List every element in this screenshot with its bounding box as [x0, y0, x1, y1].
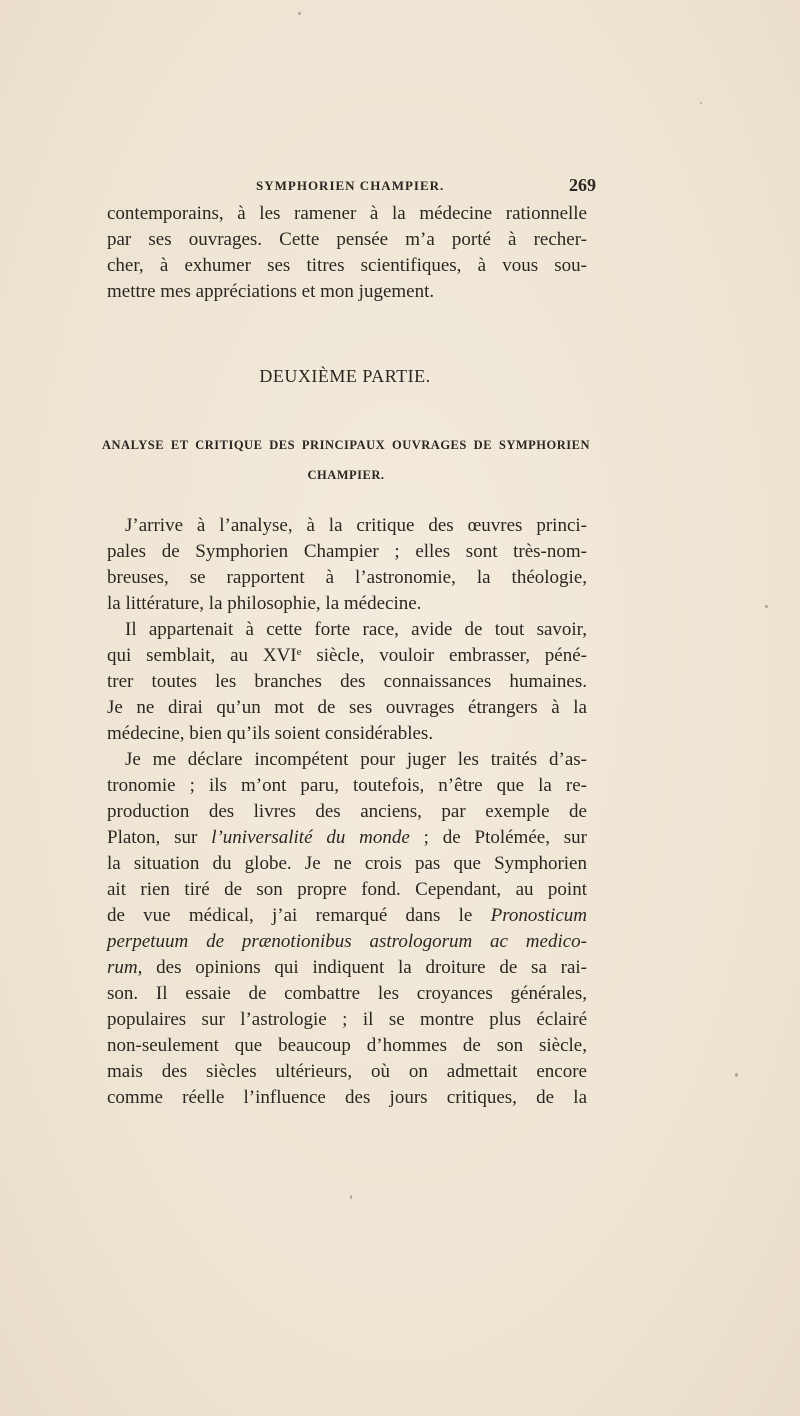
page-number: 269 — [569, 175, 596, 195]
text-line: pales de Symphorien Champier ; elles sont très-nom- — [107, 541, 587, 562]
text-line: contemporains, à les ramener à la médecine rationnelle — [107, 203, 587, 224]
text-line: tronomie ; ils m’ont paru, toutefois, n’être que la re- — [107, 775, 587, 796]
text-line: par ses ouvrages. Cette pensée m’a porté à recher- — [107, 229, 587, 250]
paper-speck — [765, 605, 768, 608]
text-line: médecine, bien qu’ils soient considérables. — [107, 723, 434, 744]
text-line: son. Il essaie de combattre les croyances générales, — [107, 983, 587, 1004]
italic-title: rum — [107, 957, 138, 978]
text-line — [107, 903, 587, 929]
italic-title: l’universalité du monde — [211, 827, 410, 848]
text-fragment: ; de Ptolémée, sur — [409, 827, 588, 848]
text-line: trer toutes les branches des connaissances humaines. — [107, 671, 587, 692]
italic-title: perpetuum de prænotionibus astrologorum ac medico- — [107, 931, 587, 952]
section-subtitle — [102, 430, 590, 490]
superscript: e — [296, 646, 302, 658]
text-line — [107, 929, 587, 955]
subtitle-line: CHAMPIER. — [307, 468, 385, 482]
intro-paragraph — [107, 201, 587, 305]
text-line: la littérature, la philosophie, la médecine. — [107, 593, 422, 614]
subtitle-line: ANALYSE ET CRITIQUE DES PRINCIPAUX OUVRAGES DE SYMPHORIEN — [102, 438, 590, 452]
text-line: cher, à exhumer ses titres scientifiques, à vous sou- — [107, 255, 587, 276]
text-line: la situation du globe. Je ne crois pas que Symphorien — [107, 853, 587, 874]
text-line: comme réelle l’influence des jours critiques, de la — [107, 1087, 587, 1108]
text-line — [107, 643, 587, 669]
text-line: Il appartenait à cette forte race, avide de tout savoir, — [125, 619, 587, 640]
paper-speck — [350, 1195, 352, 1199]
text-line: J’arrive à l’analyse, à la critique des œuvres princi- — [125, 515, 587, 536]
paper-speck — [735, 1073, 738, 1077]
text-line — [107, 955, 587, 981]
text-line: breuses, se rapportent à l’astronomie, la théologie, — [107, 567, 587, 588]
paper-speck — [298, 12, 301, 15]
text-line: non-seulement que beaucoup d’hommes de son siècle, — [107, 1035, 587, 1056]
running-title: SYMPHORIEN CHAMPIER. — [256, 178, 445, 193]
text-line: ait rien tiré de son propre fond. Cependant, au point — [107, 879, 587, 900]
text-line — [107, 825, 587, 851]
page-header — [256, 176, 600, 198]
paper-speck — [700, 102, 702, 104]
italic-title: Pronosticum — [490, 905, 587, 926]
text-line: mais des siècles ultérieurs, où on admettait encore — [107, 1061, 587, 1082]
text-line: production des livres des anciens, par exemple de — [107, 801, 587, 822]
text-line: mettre mes appréciations et mon jugement. — [107, 281, 435, 302]
text-fragment: Platon, sur — [107, 827, 212, 848]
text-fragment: qui semblait, au XVI — [107, 645, 297, 666]
body-text — [107, 513, 587, 1111]
text-line: Je me déclare incompétent pour juger les traités d’as- — [125, 749, 587, 770]
text-fragment: , des opinions qui indiquent la droiture de sa rai- — [137, 957, 587, 978]
text-line: populaires sur l’astrologie ; il se montre plus éclairé — [107, 1009, 587, 1030]
part-title: DEUXIÈME PARTIE. — [259, 366, 431, 386]
text-line: Je ne dirai qu’un mot de ses ouvrages étrangers à la — [107, 697, 587, 718]
text-fragment: siècle, vouloir embrasser, péné- — [301, 645, 587, 666]
text-fragment: de vue médical, j’ai remarqué dans le — [107, 905, 491, 926]
